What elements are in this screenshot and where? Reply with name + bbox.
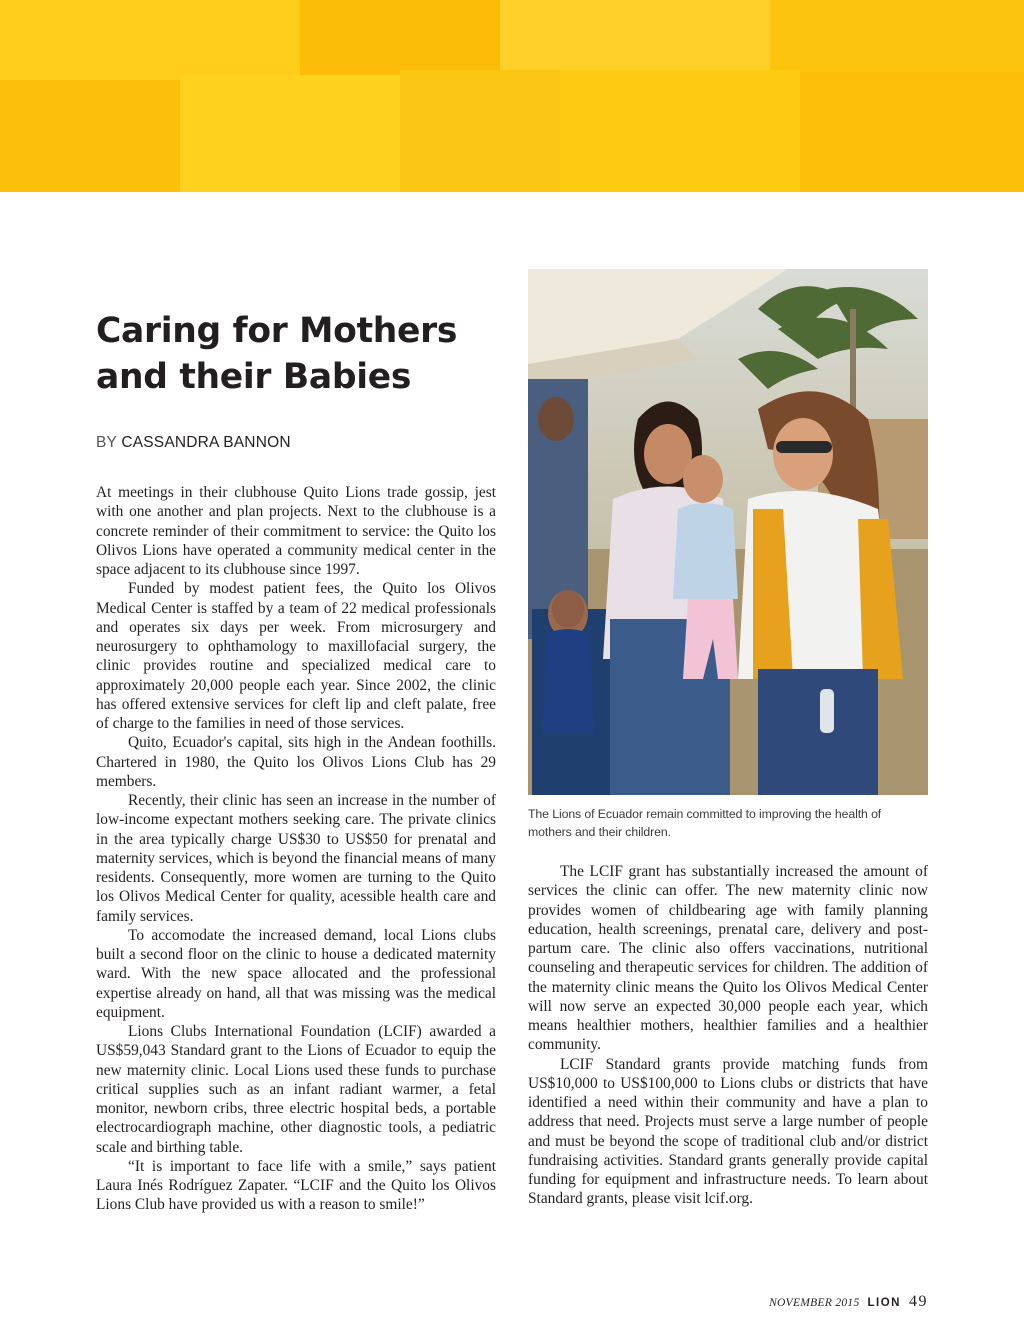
paragraph: LCIF Standard grants provide matching funds from US$10,000 to US$100,000 to Lions clubs or districts that have identified a need within their community and have a plan to address that need. Projects must serve a large number of people and must be beyond the scope of traditional club and/or district fundraising activities. Standard grants generally provide capital funding for equipment and infrastructure needs. To learn about Standard grants, please visit lcif.org. bbox=[528, 1055, 928, 1208]
byline-author: CASSANDRA BANNON bbox=[121, 434, 291, 451]
article-photo bbox=[528, 269, 928, 795]
paragraph: The LCIF grant has substantially increased the amount of services the clinic can offer. The new maternity clinic now provides women of childbearing age with family planning education, health screenings, prenatal care, delivery and post-partum care. The clinic also offers vaccinations, nutritional counseling and therapeutic services for children. The addition of the maternity clinic means the Quito los Olivos Medical Center will now serve an expected 30,000 people each year, which means healthier mothers, healthier families and a healthier community. bbox=[528, 863, 928, 1054]
paragraph: Quito, Ecuador's capital, sits high in the Andean foothills. Chartered in 1980, the Quito los Olivos Lions Club has 29 members. bbox=[96, 734, 496, 790]
paragraph: To accomodate the increased demand, local Lions clubs built a second floor on the clinic to house a dedicated maternity ward. With the new space allocated and the professional expertise already on hand, all that was missing was the medical equipment. bbox=[96, 926, 496, 1021]
paragraph: At meetings in their clubhouse Quito Lions trade gossip, jest with one another and plan projects. Next to the clubhouse is a concrete reminder of their commitment to service: the Quito los Olivos Lions have operated a community medical center in the space adjacent to its clubhouse since 1997. bbox=[96, 484, 496, 578]
article-column-left bbox=[96, 483, 496, 1215]
paragraph: Funded by modest patient fees, the Quito los Olivos Medical Center is staffed by a team of 22 medical professionals and operates six days per week. From microsurgery and neurosurgery to ophthamology to maxillofacial surgery, the clinic provides routine and specialized medical care to approximately 20,000 people each year. Since 2002, the clinic has offered extensive services for cleft lip and cleft palate, free of charge to the families in need of those services. bbox=[96, 580, 496, 732]
paragraph: Recently, their clinic has seen an increase in the number of low-income expectant mothers seeking care. The private clinics in the area typically charge US$30 to US$50 for prenatal and maternity services, which is beyond the financial means of many residents. Consequently, more women are turning to the Quito los Olivos Medical Center for quality, acessible health care and family services. bbox=[96, 792, 496, 925]
page-footer bbox=[769, 1293, 928, 1311]
photo-illustration bbox=[528, 269, 928, 795]
photo-caption: The Lions of Ecuador remain committed to improving the health of mothers and their children. bbox=[528, 807, 882, 839]
paragraph: “It is important to face life with a smile,” says patient Laura Inés Rodríguez Zapater. “LCIF and the Quito los Olivos Lions Club have provided us with a reason to smile!” bbox=[96, 1157, 496, 1214]
magazine-name: LION bbox=[867, 1297, 901, 1309]
article-column-right bbox=[528, 862, 928, 1209]
article-title: Caring for Mothers and their Babies bbox=[96, 311, 458, 397]
paragraph: Lions Clubs International Foundation (LCIF) awarded a US$59,043 Standard grant to the Lions of Ecuador to equip the new maternity clinic. Local Lions used these funds to purchase critical supplies such as an infant radiant warmer, a fetal monitor, newborn cribs, three electric hospital beds, a portable electrocardiograph machine, other diagnostic tools, a pediatric scale and birthing table. bbox=[96, 1023, 496, 1156]
byline-prefix: BY bbox=[96, 434, 117, 451]
header-banner bbox=[0, 0, 1024, 192]
issue-date: NOVEMBER 2015 bbox=[769, 1297, 860, 1309]
page-number: 49 bbox=[909, 1293, 928, 1310]
byline bbox=[96, 434, 291, 452]
